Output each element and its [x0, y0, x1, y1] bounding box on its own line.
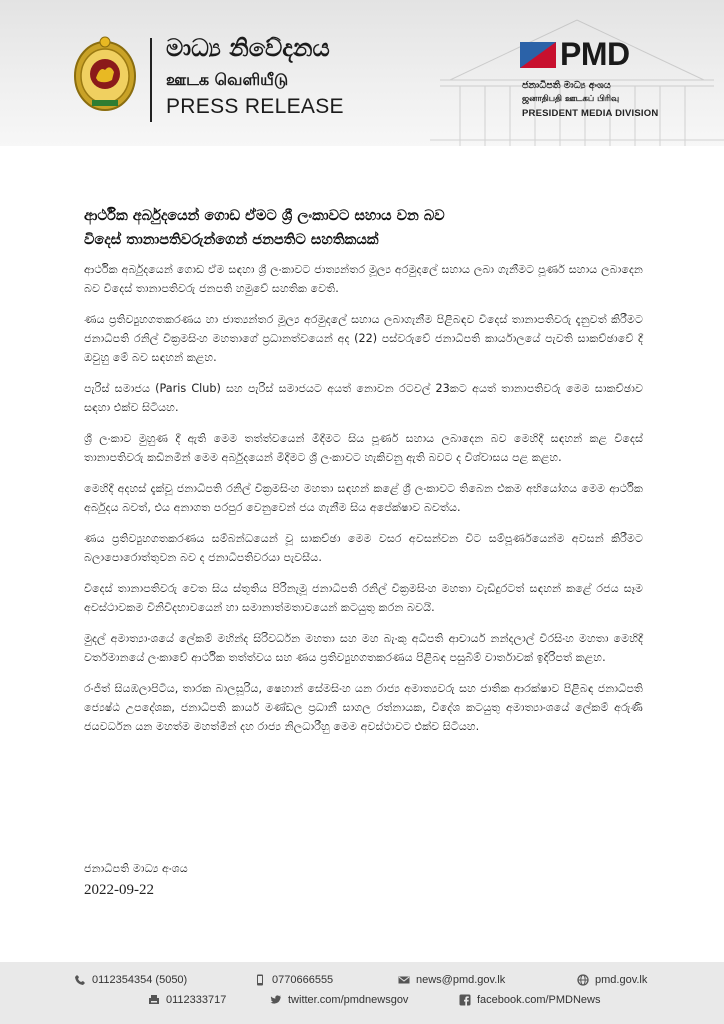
paragraph-8: මුදල් අමාත්‍යාංශයේ ලේකම් මහින්ද සිරිවර්ධන මහතා සහ මහ බැංකු අධිපති ආචාර්ය නන්දලාල් වීරසිංහ මහතා මෙහිදී වර්තමානයේ ලංකාවේ ආර්ථික තත්ත්වය සහ ණය ප්‍රතිව්‍යුහගතකරණය පිළිබඳ පසුබිම් වාර්තාවක් ඉදිරිපත් කළහ. — [84, 632, 643, 664]
pmd-logo-text: PMD — [560, 36, 630, 72]
footer-facebook[interactable] — [459, 994, 601, 1006]
fax-number: 0112333717 — [166, 994, 227, 1006]
pmd-logo-mark-icon — [520, 42, 556, 68]
org-name-tamil: ஜனாதிபதி ஊடகப் பிரிவு — [522, 94, 620, 104]
article-body — [84, 260, 643, 748]
mobile-number: 0770666555 — [272, 974, 334, 986]
twitter-icon — [270, 994, 282, 1006]
website-url[interactable]: pmd.gov.lk — [595, 974, 648, 986]
globe-icon — [577, 974, 589, 986]
phone-number: 0112354354 (5050) — [92, 974, 188, 986]
building-illustration — [430, 10, 724, 146]
fax-icon — [148, 994, 160, 1006]
signature-unit: ජනාධිපති මාධ්‍ය අංශය — [84, 862, 188, 875]
paragraph-6: ණය ප්‍රතිව්‍යුහගතකරණය සම්බන්ධයෙන් වූ සාකච්ඡා මෙම වසර අවසන්වන විට සම්පූර්ණයෙන්ම අවසන් කිරීමට බලාපොරොත්තුවන බව ද ජනාධිපතිවරයා පැවසීය. — [84, 532, 643, 564]
facebook-icon — [459, 994, 471, 1006]
paragraph-7: විදෙස් තානාපතිවරු වෙත සිය ස්තූතිය පිරිනැමූ ජනාධිපති රනිල් වික්‍රමසිංහ මහතා වැඩිදුරටත් සඳහන් කළේ රජය සෑම අවස්ථාවකම විනිවිදභාවයෙන් හා සමානාත්මතාවයෙන් කටයුතු කරන බවයි. — [84, 582, 643, 614]
org-name-sinhala: ජනාධිපති මාධ්‍ය අංශය — [522, 80, 611, 91]
header-banner — [0, 0, 724, 146]
phone-icon — [74, 974, 86, 986]
footer-phone — [74, 974, 187, 986]
paragraph-1: ආර්ථික අර්බුදයෙන් ගොඩ ඒම සඳහා ශ්‍රී ලංකාවට ජාත්‍යන්තර මූල්‍ය අරමුදලේ සහාය ලබා ගැනීමට පූර්ණ සහාය ලබාදෙන බව විදෙස් තානාපතිවරු ජනපති හමුවේ සහතික වෙති. — [84, 263, 643, 295]
press-release-title-tamil: ஊடக வெளியீடு — [166, 70, 289, 89]
footer-fax — [148, 994, 226, 1006]
paragraph-4: ශ්‍රී ලංකාව මුහුණ දී ඇති මෙම තත්ත්වයෙන් මිදීමට සිය පූර්ණ සහාය ලබාදෙන බව මෙහිදී සඳහන් කළ විදෙස් තානාපතිවරු කඩිනමින් මෙම අර්බුදයෙන් මිදීමට ශ්‍රී ලංකාවට හැකිවනු ඇති බවට ද විශ්වාසය පළ කළහ. — [84, 432, 643, 464]
paragraph-5: මෙහිදී අදහස් දැක්වූ ජනාධිපති රනිල් වික්‍රමසිංහ මහතා සඳහන් කළේ ශ්‍රී ලංකාවට තිබෙන එකම අභියෝගය මෙම ආර්ථික අර්බුදය බවත්, එය අනාගත පරපුර වෙනුවෙන් ජය ගැනීම සිය අපේක්ෂාව බවත්ය. — [84, 482, 643, 514]
footer-email[interactable] — [398, 974, 505, 986]
header-divider — [150, 38, 152, 122]
press-release-title-sinhala: මාධ්‍ය නිවේදනය — [166, 34, 330, 62]
contact-footer — [0, 962, 724, 1024]
national-emblem-icon — [72, 34, 138, 114]
headline-line-1: ආර්ථික අර්බුදයෙන් ගොඩ ඒමට ශ්‍රී ලංකාවට සහාය වන බව — [84, 208, 445, 224]
twitter-handle[interactable]: twitter.com/pmdnewsgov — [288, 994, 409, 1006]
facebook-page[interactable]: facebook.com/PMDNews — [477, 994, 601, 1006]
paragraph-2: ණය ප්‍රතිව්‍යුහගතකරණය හා ජාත්‍යන්තර මූල්‍ය අරමුදලේ සහාය ලබාගැනීම පිළිබඳව විදෙස් තානාපතිවරු දැනුවත් කිරීමට ජනාධිපති රනිල් වික්‍රමසිංහ මහතාගේ ප්‍රධානත්වයෙන් අද (22) පස්වරුවේ ජනාධිපති කාර්යාලයේ පැවති සාකච්ඡාවේ දී ඔවුහු මේ බව සඳහන් කළහ. — [84, 313, 643, 364]
email-icon — [398, 974, 410, 986]
footer-website[interactable] — [577, 974, 647, 986]
headline-line-2: විදෙස් තානාපතිවරුන්ගෙන් ජනපතිට සහතිකයක් — [84, 232, 379, 248]
email-address[interactable]: news@pmd.gov.lk — [416, 974, 506, 986]
headline — [84, 204, 644, 252]
press-release-title-english: PRESS RELEASE — [166, 95, 344, 118]
paragraph-3: පැරිස් සමාජය (Paris Club) සහ පැරිස් සමාජයට අයත් නොවන රටවල් 23කට අයත් තානාපතිවරු මෙම සාකච්ඡාව සඳහා එක්ව සිටියහ. — [84, 382, 643, 414]
footer-mobile — [254, 974, 333, 986]
paragraph-9: රංජිත් සියඹලාපිටිය, තාරක බාලසූරිය, ෂෙහාන් සේමසිංහ යන රාජ්‍ය අමාත්‍යවරු සහ ජාතික ආරක්ෂාව පිළිබඳ ජනාධිපති ජ්‍යෙෂ්ඨ උපදේශක, ජනාධිපති කාර්ය මණ්ඩල ප්‍රධානී සාගල රත්නායක, විදේශ කටයුතු අමාත්‍යාංශයේ ලේකම් අරුණි ජයවර්ධන යන මහත්ම මහත්මීන් දහ රාජ්‍ය නිලධාරීහු මෙම අවස්ථාවට එක්ව සිටියහ. — [84, 682, 643, 733]
footer-twitter[interactable] — [270, 994, 408, 1006]
mobile-icon — [254, 974, 266, 986]
org-name-english: PRESIDENT MEDIA DIVISION — [522, 108, 659, 119]
release-date: 2022-09-22 — [84, 882, 154, 898]
